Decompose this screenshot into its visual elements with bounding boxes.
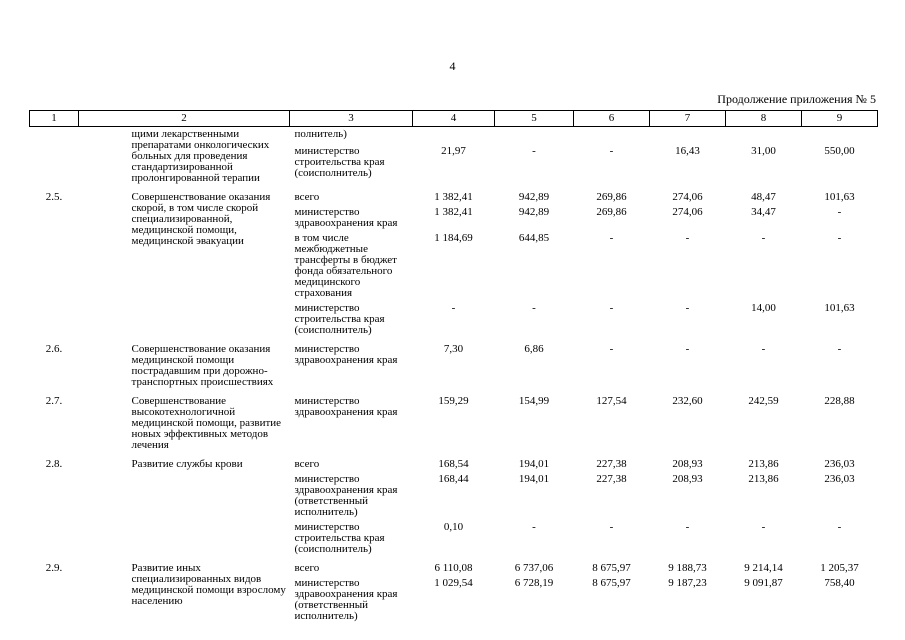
section-number: 2.6. bbox=[45, 343, 63, 355]
column-header: 4 bbox=[413, 111, 495, 127]
executor-cell: министерство строительства края (соисполнитель) bbox=[294, 145, 385, 180]
column-header: 5 bbox=[495, 111, 574, 127]
amount-cell: 208,93 bbox=[672, 458, 703, 470]
activity-name: Совершенствование оказания скорой, в том числе скорой специализированной, медицинской помощи, медицинской эвакуации bbox=[131, 191, 271, 247]
amount-cell: 274,06 bbox=[672, 191, 703, 203]
amount-cell: - bbox=[837, 521, 842, 533]
section-number: 2.8. bbox=[45, 458, 63, 470]
amount-cell: 16,43 bbox=[675, 145, 700, 158]
amount-cell: 236,03 bbox=[824, 458, 855, 470]
header-row bbox=[30, 111, 878, 127]
amount-cell: - bbox=[532, 302, 536, 314]
amount-cell: 31,00 bbox=[751, 145, 776, 158]
amount-cell: 274,06 bbox=[672, 206, 703, 218]
amount-cell: 7,30 bbox=[443, 343, 464, 355]
executor-cell: министерство здравоохранения края bbox=[294, 395, 398, 418]
executor-cell: всего bbox=[294, 191, 320, 203]
page-number: 4 bbox=[449, 59, 456, 73]
amount-cell: 213,86 bbox=[748, 458, 779, 470]
section-number bbox=[30, 127, 79, 187]
section-number: 2.7. bbox=[45, 395, 63, 407]
activity-name: Развитие иных специализированных видов медицинской помощи взрослому населению bbox=[131, 562, 286, 607]
amount-cell: 0,10 bbox=[443, 521, 464, 533]
executor-cell: министерство строительства края (соисполнитель) bbox=[294, 302, 385, 336]
amount-cell: 6,86 bbox=[524, 343, 544, 355]
amount-cell bbox=[413, 127, 495, 145]
amount-cell: 168,54 bbox=[438, 458, 469, 470]
amount-cell: 213,86 bbox=[748, 473, 779, 485]
amount-cell bbox=[495, 127, 574, 145]
column-header: 7 bbox=[650, 111, 726, 127]
amount-cell: 6 110,08 bbox=[434, 562, 473, 574]
column-header: 8 bbox=[726, 111, 802, 127]
amount-cell: - bbox=[837, 343, 842, 355]
amount-cell: 101,63 bbox=[824, 302, 855, 314]
column-header: 6 bbox=[574, 111, 650, 127]
table-row bbox=[30, 127, 878, 145]
amount-cell: 1 184,69 bbox=[434, 232, 473, 244]
amount-cell: 194,01 bbox=[518, 473, 550, 485]
amount-cell: 269,86 bbox=[596, 191, 627, 203]
amount-cell: 232,60 bbox=[672, 395, 703, 407]
executor-cell: министерство здравоохранения края bbox=[294, 206, 398, 229]
amount-cell: 21,97 bbox=[441, 145, 466, 158]
amount-cell: 6 728,19 bbox=[514, 577, 554, 589]
column-header: 9 bbox=[802, 111, 878, 127]
activity-name: Развитие службы крови bbox=[131, 458, 243, 470]
amount-cell: - bbox=[609, 521, 614, 533]
amount-cell bbox=[726, 127, 802, 145]
activity-name: Совершенствование оказания медицинской помощи пострадавшим при дорожно-транспортных происшествиях bbox=[131, 343, 274, 388]
executor-cell: всего bbox=[294, 458, 320, 470]
amount-cell: - bbox=[532, 145, 536, 158]
amount-cell: - bbox=[837, 232, 842, 244]
executor-cell: всего bbox=[294, 562, 320, 574]
amount-cell: - bbox=[685, 232, 690, 244]
executor-cell: министерство здравоохранения края (ответственный исполнитель) bbox=[294, 473, 398, 518]
table-body bbox=[30, 127, 878, 625]
amount-cell: 942,89 bbox=[518, 206, 550, 218]
amount-cell: - bbox=[532, 521, 536, 533]
amount-cell: 208,93 bbox=[672, 473, 703, 485]
amount-cell: 6 737,06 bbox=[514, 562, 554, 574]
column-header: 1 bbox=[30, 111, 79, 127]
amount-cell bbox=[802, 127, 878, 145]
executor-cell: полнитель) bbox=[294, 128, 347, 140]
amount-cell: 269,86 bbox=[596, 206, 627, 218]
amount-cell: - bbox=[761, 521, 766, 533]
amount-cell: 101,63 bbox=[824, 191, 855, 203]
amount-cell: 9 214,14 bbox=[744, 562, 783, 574]
table-row bbox=[30, 338, 878, 390]
section-number: 2.9. bbox=[45, 562, 63, 574]
executor-cell: министерство здравоохранения края (ответственный исполнитель) bbox=[294, 577, 398, 622]
amount-cell: 242,59 bbox=[748, 395, 779, 407]
amount-cell: 1 382,41 bbox=[434, 191, 473, 203]
column-header: 2 bbox=[79, 111, 290, 127]
table-row bbox=[30, 557, 878, 576]
program-funding-table bbox=[29, 110, 878, 624]
amount-cell: 194,01 bbox=[518, 458, 550, 470]
amount-cell: 758,40 bbox=[824, 577, 855, 589]
amount-cell: - bbox=[609, 343, 614, 355]
amount-cell: 127,54 bbox=[596, 395, 627, 407]
amount-cell: - bbox=[761, 232, 766, 244]
amount-cell: - bbox=[609, 145, 614, 158]
amount-cell bbox=[574, 127, 650, 145]
amount-cell: 159,29 bbox=[438, 395, 469, 407]
amount-cell: - bbox=[609, 232, 614, 244]
amount-cell: 168,44 bbox=[438, 473, 469, 485]
appendix-caption: Продолжение приложения № 5 bbox=[717, 92, 876, 106]
amount-cell: - bbox=[685, 343, 690, 355]
table-row bbox=[30, 453, 878, 472]
amount-cell: - bbox=[761, 343, 766, 355]
amount-cell: 14,00 bbox=[751, 302, 776, 314]
amount-cell: 9 091,87 bbox=[744, 577, 783, 589]
amount-cell: 1 029,54 bbox=[434, 577, 473, 589]
amount-cell: - bbox=[451, 302, 456, 314]
table-row bbox=[30, 390, 878, 453]
amount-cell: 227,38 bbox=[596, 473, 627, 485]
table-row bbox=[30, 186, 878, 205]
amount-cell: - bbox=[685, 302, 690, 314]
amount-cell: 8 675,97 bbox=[592, 562, 631, 574]
executor-cell: министерство строительства края (соисполнитель) bbox=[294, 521, 385, 555]
amount-cell: - bbox=[609, 302, 614, 314]
amount-cell: - bbox=[685, 521, 690, 533]
amount-cell: 236,03 bbox=[824, 473, 855, 485]
amount-cell: 1 382,41 bbox=[434, 206, 473, 218]
amount-cell: 48,47 bbox=[751, 191, 776, 203]
amount-cell: 9 187,23 bbox=[668, 577, 707, 589]
amount-cell: 154,99 bbox=[518, 395, 550, 407]
amount-cell: 942,89 bbox=[518, 191, 550, 203]
column-header: 3 bbox=[290, 111, 413, 127]
executor-cell: министерство здравоохранения края bbox=[294, 343, 398, 366]
amount-cell bbox=[650, 127, 726, 145]
amount-cell: 550,00 bbox=[824, 145, 855, 158]
amount-cell: 227,38 bbox=[596, 458, 627, 470]
executor-cell: в том числе межбюджетные трансферты в бюджет фонда обязательного медицинского страхования bbox=[294, 232, 397, 299]
amount-cell: 1 205,37 bbox=[820, 562, 859, 574]
amount-cell: 34,47 bbox=[751, 206, 776, 218]
section-number: 2.5. bbox=[45, 191, 63, 203]
amount-cell: 9 188,73 bbox=[668, 562, 707, 574]
amount-cell: - bbox=[837, 206, 842, 218]
amount-cell: 644,85 bbox=[518, 232, 550, 244]
activity-name: Совершенствование высокотехнологичной медицинской помощи, развитие новых эффективных методов лечения bbox=[131, 395, 282, 451]
activity-name: щими лекарственными препаратами онкологических больных для проведения стандартизированной пролонгированной терапии bbox=[131, 128, 270, 184]
amount-cell: 228,88 bbox=[824, 395, 855, 407]
amount-cell: 8 675,97 bbox=[592, 577, 631, 589]
